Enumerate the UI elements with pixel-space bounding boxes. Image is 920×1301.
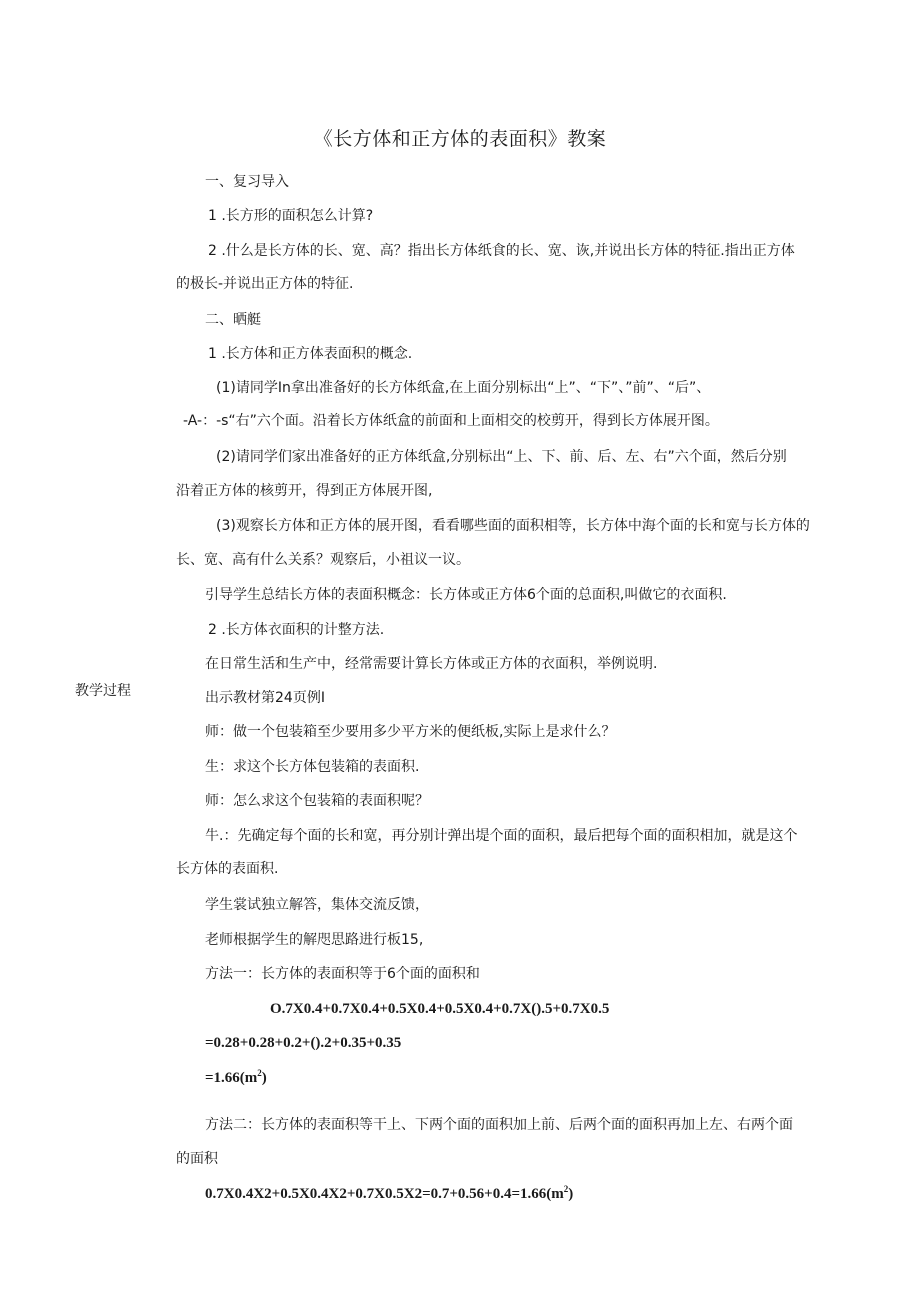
concept-item-1: 1 .长方体和正方体表面积的概念. xyxy=(208,346,413,362)
document-title: 《长方体和正方体的表面积》教案 xyxy=(313,128,607,150)
teacher-question-2: 师：怎么求这个包装箱的表面积呢？ xyxy=(205,793,429,809)
method-one-expression: O.7X0.4+0.7X0.4+0.5X0.4+0.5X0.4+0.7X().5+0.7X0.5 xyxy=(270,1001,610,1017)
concept-summary: 引导学生总结长方体的表面积概念：长方体或正方体6个面的总面积,叫做它的衣面积. xyxy=(205,587,727,603)
example-ref: 出示教材第24页例I xyxy=(205,690,325,706)
step-2-cont: 沿着正方体的核剪开，得到正方体展开图, xyxy=(176,483,433,499)
teacher-question-1: 师：做一个包装箱至少要用多少平方米的便纸板,实际上是求什么？ xyxy=(205,724,616,740)
method-two-cont: 的面积 xyxy=(176,1151,218,1167)
student-answer-2-cont: 长方体的表面积. xyxy=(176,861,279,877)
step-3-cont: 长、宽、高有什么关系？观察后，小祖议一议。 xyxy=(176,552,470,568)
method-two: 方法二：长方体的表面积等干上、下两个面的面积加上前、后两个面的面积再加上左、右两个面 xyxy=(205,1117,793,1133)
step-3: (3)观察长方体和正方体的展开图，看看哪些面的面积相等，长方体中海个面的长和宽与长方体的 xyxy=(216,518,810,534)
teacher-board: 老师根据学生的解咫思路进行板15, xyxy=(205,932,424,948)
method-one-step: =0.28+0.28+0.2+().2+0.35+0.35 xyxy=(205,1035,402,1051)
step-1: (1)请同学In拿出准备好的长方体纸盒,在上面分别标出“上”、“下”、”前”、“后”、 xyxy=(216,380,711,396)
method-heading: 2 .长方体衣面积的计整方法. xyxy=(208,622,385,638)
daily-life-note: 在日常生活和生产中，经常需要计算长方体或正方体的衣面积，举例说明. xyxy=(205,656,658,672)
method-one-result: $=1.66(m^2)$ xyxy=(205,1068,267,1086)
section-side-label: 教学过程 xyxy=(75,683,131,699)
heading-new-lesson: 二、晒艇 xyxy=(205,312,261,328)
student-answer-1: 生：求这个长方体包装箱的表面积. xyxy=(205,759,420,775)
review-item-2: 2 .什么是长方体的长、宽、高？指出长方体纸食的长、宽、诙,并说出长方体的特征.指出正方体 xyxy=(208,243,795,259)
method-two-expression: $0.7X0.4X2+0.5X0.4X2+0.7X0.5X2=0.7+0.56+0.4=1.66(m^2)$ xyxy=(205,1184,574,1202)
step-1-cont: -A-：-s“右”六个面。沿着长方体纸盒的前面和上面相交的校剪开，得到长方体展开图。 xyxy=(183,413,719,429)
heading-review: 一、复习导入 xyxy=(205,174,289,190)
method-one: 方法一：长方体的表面积等于6个面的面积和 xyxy=(205,966,480,982)
student-answer-2: 牛.：先确定每个面的长和宽，再分别计弹出堤个面的面积，最后把每个面的面积相加，就是这个 xyxy=(205,828,798,844)
step-2: (2)请同学们家出准备好的正方体纸盒,分别标出“上、下、前、后、左、右”六个面，然后分别 xyxy=(216,449,787,465)
review-item-1: 1 .长方形的面积怎么计算? xyxy=(208,208,374,224)
students-try: 学生裳试独立解答，集体交流反馈， xyxy=(205,897,429,913)
review-item-2-cont: 的极长-并说出正方体的特征. xyxy=(176,276,354,292)
